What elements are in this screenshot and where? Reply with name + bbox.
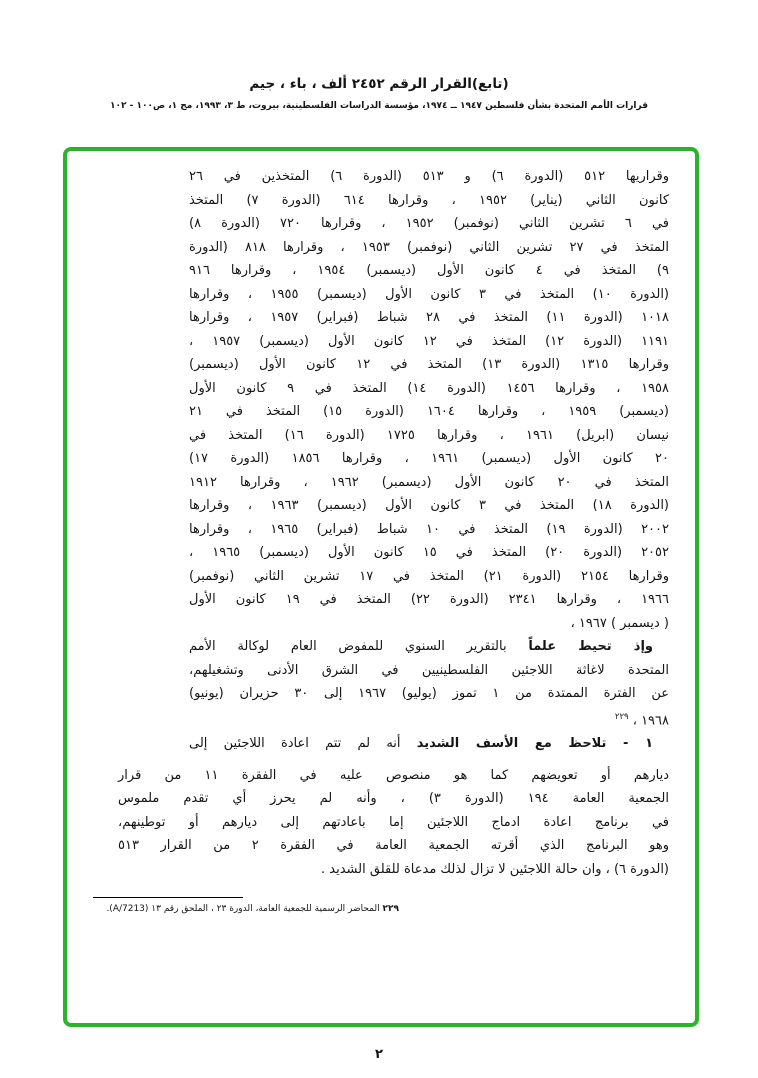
source-citation: قرارات الأمم المتحدة بشأن فلسطين ١٩٤٧ ــ ١٩٧٤، مؤسسة الدراسات الفلسطينية، بيروت، ط ٣، ١٩٩٣، مج ١، ص١٠٠ - ١٠٢ <box>109 101 648 111</box>
text-line: نيسان (ابريل) ١٩٦١ ، وقرارها ١٧٢٥ (الدورة ١٦) المتخذ في <box>189 427 669 443</box>
text-line: الجمعية العامة ١٩٤ (الدورة ٣) ، وأنه لم يحرز أي تقدم ملموس <box>118 791 669 807</box>
text-line: وقرارها ٢١٥٤ (الدورة ٢١) المتخذ في ١٧ تشرين الثاني (نوفمبر) <box>189 568 669 584</box>
text-line: (ديسمبر) ١٩٥٩ ، وقرارها ١٦٠٤ (الدورة ١٥) المتخذ في ٢١ <box>189 404 669 419</box>
footnote-separator <box>93 897 243 898</box>
taking-note-paragraph <box>189 635 669 732</box>
preamble-resolutions-paragraph <box>189 165 669 635</box>
text-line: ٢٠٥٢ (الدورة ٢٠) المتخذ في ١٥ كانون الأول (ديسمبر) ١٩٦٥ ، <box>189 545 669 560</box>
text-line <box>189 732 669 756</box>
footnote-text <box>93 903 399 916</box>
footnote-marker: ٢٢٩ <box>382 904 399 914</box>
text-line: ١٠١٨ (الدورة ١١) المتخذ في ٢٨ شباط (فبراير) ١٩٥٧ ، وقرارها <box>189 310 669 325</box>
text-line: ٩) المتخذ في ٤ كانون الأول (ديسمبر) ١٩٥٤ ، وقرارها ٩١٦ <box>189 263 669 278</box>
text-span: أنه لم تتم اعادة اللاجئين إلى <box>189 736 417 752</box>
footnote-body: المحاضر الرسمية للجمعية العامة، الدورة ٢٣ ، الملحق رقم ١٣ (A/7213). <box>106 904 380 914</box>
resolution-text <box>93 165 669 881</box>
text-line: عن الفترة الممتدة من ١ تموز (يوليو) ١٩٦٧ إلى ٣٠ حزيران (يونيو) <box>189 686 669 701</box>
operative-item-1 <box>189 732 669 756</box>
bold-lead-text: ١ - تلاحظ مع الأسف الشديد <box>416 736 653 752</box>
footnote <box>93 897 399 916</box>
page-header <box>0 76 758 111</box>
text-line: المتخذ في ٢٠ كانون الأول (ديسمبر) ١٩٦٢ ، وقرارها ١٩١٢ <box>189 474 669 490</box>
text-line: (الدورة ٦) ، وان حالة اللاجئين لا تزال لذلك مدعاة للقلق الشديد . <box>321 861 669 877</box>
text-line: ديارهم أو تعويضهم كما هو منصوص عليه في الفقرة ١١ من قرار <box>118 767 669 783</box>
bold-lead-text: وإذ تحيط علماً <box>528 639 653 654</box>
item-1-continuation-paragraph <box>118 764 669 882</box>
text-line: وقرارها ١٣١٥ (الدورة ١٣) المتخذ في ١٢ كانون الأول (ديسمبر) <box>189 357 669 372</box>
text-line: (الدورة ١٠) المتخذ في ٣ كانون الأول (ديسمبر) ١٩٥٥ ، وقرارها <box>189 286 670 302</box>
text-line: وقراريها ٥١٢ (الدورة ٦) و ٥١٣ (الدورة ٦) المتخذين في ٢٦ <box>189 169 669 184</box>
text-line: (الدورة ١٨) المتخذ في ٣ كانون الأول (ديسمبر) ١٩٦٣ ، وقرارها <box>189 498 670 513</box>
text-line <box>189 706 669 733</box>
text-span: ١٩٦٨ ، <box>632 712 669 728</box>
text-line: ١٩٦٦ ، وقرارها ٢٣٤١ (الدورة ٢٢) المتخذ في ١٩ كانون الأول <box>189 592 670 607</box>
footnote-reference: ٢٢٩ <box>614 711 629 722</box>
text-line: ٢٠ كانون الأول (ديسمبر) ١٩٦١ ، وقرارها ١٨٥٦ (الدورة ١٧) <box>189 451 669 466</box>
text-line: المتخذ في ٢٧ تشرين الثاني (نوفمبر) ١٩٥٣ ، وقرارها ٨١٨ (الدورة <box>189 239 669 255</box>
text-line: المتحدة لاغاثة اللاجئين الفلسطينيين في الشرق الأدنى وتشغيلهم، <box>189 662 669 678</box>
text-line: وهو البرنامج الذي أقرته الجمعية العامة في الفقرة ٢ من القرار ٥١٣ <box>118 838 670 854</box>
text-line: ١٩٥٨ ، وقرارها ١٤٥٦ (الدورة ١٤) المتخذ في ٩ كانون الأول <box>189 380 670 396</box>
text-line: ( ديسمبر ) ١٩٦٧ ، <box>570 615 669 631</box>
text-line: ١١٩١ (الدورة ١٢) المتخذ في ١٢ كانون الأول (ديسمبر) ١٩٥٧ ، <box>189 333 669 349</box>
text-line <box>189 635 669 659</box>
highlight-box <box>63 147 699 1027</box>
text-span: بالتقرير السنوي للمفوض العام لوكالة الأمم <box>189 639 529 654</box>
page-number: ٢ <box>375 1047 383 1062</box>
text-line: في ٦ تشرين الثاني (نوفمبر) ١٩٥٢ ، وقرارها ٧٢٠ (الدورة ٨) <box>189 216 670 231</box>
text-line: كانون الثاني (يناير) ١٩٥٢ ، وقرارها ٦١٤ (الدورة ٧) المتخذ <box>189 192 670 208</box>
resolution-title: (تابع)القرار الرقم ٢٤٥٢ ألف ، باء ، جيم <box>249 76 509 92</box>
text-line: في برنامج اعادة ادماج اللاجئين إما باعادتهم إلى ديارهم أو توطينهم، <box>118 814 669 830</box>
text-line: ٢٠٠٢ (الدورة ١٩) المتخذ في ١٠ شباط (فبراير) ١٩٦٥ ، وقرارها <box>189 521 669 537</box>
